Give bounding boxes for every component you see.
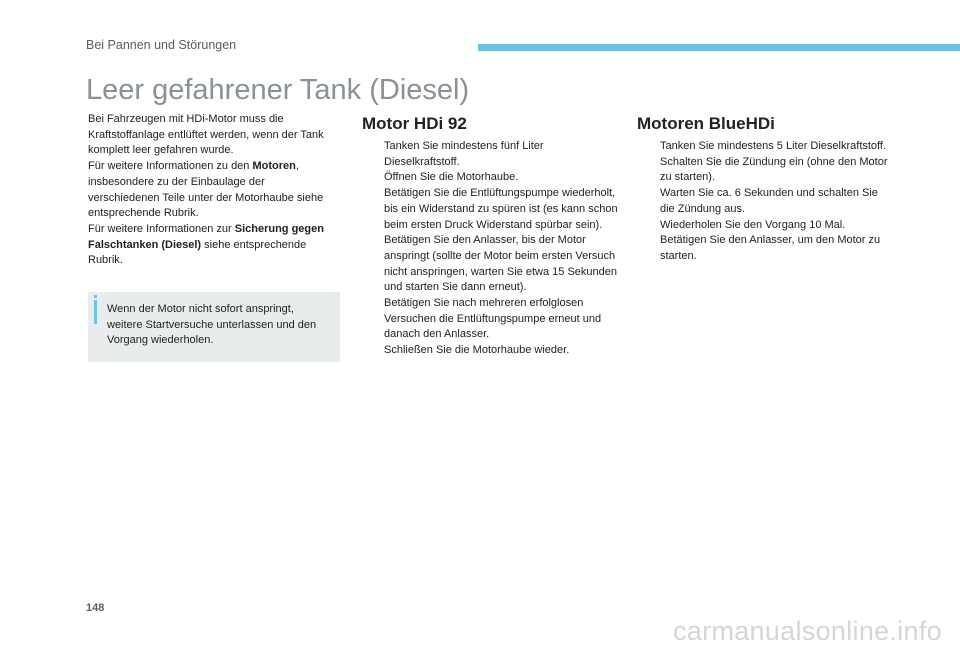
step-item — [365, 186, 620, 233]
info-icon — [94, 300, 97, 324]
step-text: Schließen Sie die Motorhaube wieder. — [384, 344, 570, 357]
step-item — [365, 170, 620, 186]
step-item — [365, 139, 620, 170]
intro-paragraph-3: Für weitere Informationen zur Sicherung gegen Falschtanken (Diesel) siehe entsprechende Rubrik. — [88, 222, 324, 267]
step-item — [641, 218, 891, 234]
bluehdi-steps — [641, 139, 891, 265]
step-item — [365, 296, 620, 343]
hdi92-steps — [365, 139, 620, 359]
step-item — [365, 233, 620, 296]
step-text: Tanken Sie mindestens 5 Liter Dieselkraftstoff. — [660, 140, 887, 152]
step-item — [365, 343, 620, 359]
step-item — [641, 186, 891, 217]
step-item — [641, 233, 891, 264]
step-text: Betätigen Sie die Entlüftungspumpe wiederholt, bis ein Widerstand zu spüren ist (es kann schon beim ersten Druck Widerstand spürbar sein). — [384, 187, 618, 231]
step-text: Warten Sie ca. 6 Sekunden und schalten Sie die Zündung aus. — [660, 187, 878, 215]
bluehdi-title: Motoren BlueHDi — [637, 114, 775, 133]
note-text: Wenn der Motor nicht sofort anspringt, weitere Startversuche unterlassen und den Vorgang wiederholen. — [107, 303, 317, 347]
step-text: Wiederholen Sie den Vorgang 10 Mal. — [660, 218, 846, 231]
note-box — [88, 292, 340, 362]
step-text: Öffnen Sie die Motorhaube. — [384, 171, 519, 184]
accent-bar — [478, 44, 960, 51]
step-text: Betätigen Sie den Anlasser, um den Motor zu starten. — [660, 234, 881, 262]
watermark: carmanualsonline.info — [673, 616, 942, 646]
page-title: Leer gefahrener Tank (Diesel) — [86, 74, 470, 106]
engines-ref: Motoren — [252, 160, 296, 173]
section-label: Bei Pannen und Störungen — [86, 38, 237, 52]
step-text: Betätigen Sie den Anlasser, bis der Motor anspringt (sollte der Motor beim ersten Versuch nicht anspringen, warten Sie etwa 15 Sekunden und starten Sie dann erneut). — [384, 234, 617, 294]
intro-paragraph-2: Für weitere Informationen zu den Motoren, insbesondere zu der Einbaulage der verschiedenen Teile unter der Motorhaube siehe entsprechende Rubrik. — [88, 160, 324, 220]
hdi92-title: Motor HDi 92 — [362, 114, 467, 133]
step-text: Tanken Sie mindestens fünf Liter Dieselkraftstoff. — [384, 140, 544, 168]
intro-text — [88, 112, 338, 269]
step-text: Betätigen Sie nach mehreren erfolglosen Versuchen die Entlüftungspumpe erneut und danach den Anlasser. — [384, 297, 602, 341]
step-text: Schalten Sie die Zündung ein (ohne den Motor zu starten). — [660, 155, 888, 184]
intro-paragraph-1: Bei Fahrzeugen mit HDi-Motor muss die Kraftstoffanlage entlüftet werden, wenn der Tank komplett leer gefahren wurde. — [88, 113, 324, 157]
step-item — [641, 155, 891, 186]
page-number: 148 — [86, 602, 105, 614]
step-item — [641, 139, 891, 155]
misfuel-ref: Sicherung gegen Falschtanken (Diesel) — [88, 222, 324, 251]
